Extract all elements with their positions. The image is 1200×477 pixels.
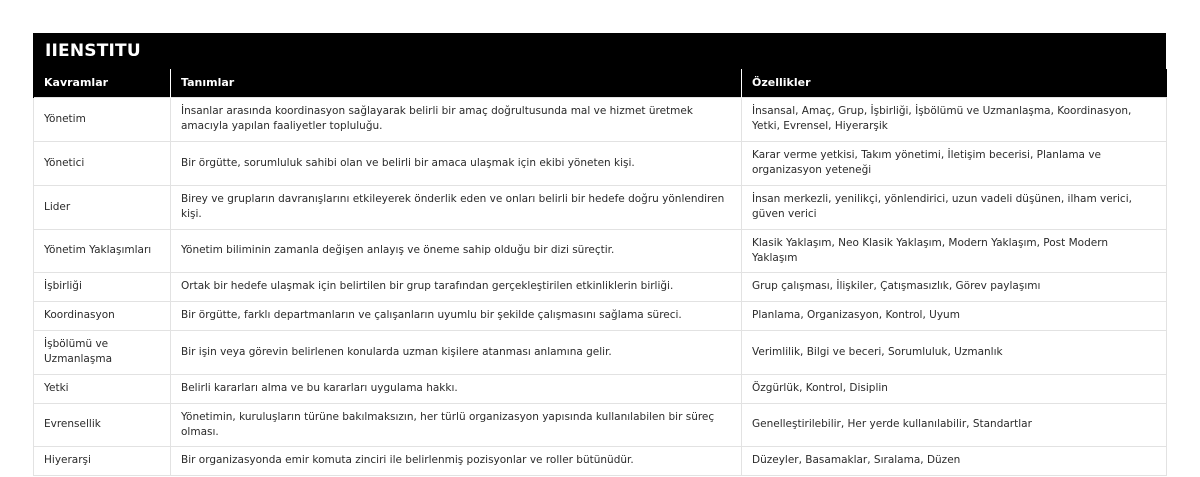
brand-title: IIENSTITU [45,41,141,61]
cell-features: Klasik Yaklaşım, Neo Klasik Yaklaşım, Modern Yaklaşım, Post Modern Yaklaşım [742,229,1167,272]
header-tanimlar: Tanımlar [171,69,742,97]
table-row [34,185,1167,229]
cell-definition: Bir işin veya görevin belirlenen konularda uzman kişilere atanması anlamına gelir. [171,330,742,374]
table-row [34,374,1167,403]
cell-definition: Bir örgütte, farklı departmanların ve çalışanların uyumlu bir şekilde çalışmasını sağlama süreci. [171,301,742,330]
cell-features: İnsansal, Amaç, Grup, İşbirliği, İşbölümü ve Uzmanlaşma, Koordinasyon, Yetki, Evrensel, Hiyerarşik [742,97,1167,141]
table-row [34,229,1167,272]
cell-features: Karar verme yetkisi, Takım yönetimi, İletişim becerisi, Planlama ve organizasyon yeteneği [742,141,1167,185]
cell-concept: Yönetim Yaklaşımları [34,229,171,272]
cell-concept: Hiyerarşi [34,446,171,475]
concepts-table-container [33,33,1166,476]
cell-definition: Bir örgütte, sorumluluk sahibi olan ve belirli bir amaca ulaşmak için ekibi yöneten kişi. [171,141,742,185]
cell-concept: Yetki [34,374,171,403]
cell-features: İnsan merkezli, yenilikçi, yönlendirici, uzun vadeli düşünen, ilham verici, güven verici [742,185,1167,229]
cell-definition: İnsanlar arasında koordinasyon sağlayarak belirli bir amaç doğrultusunda mal ve hizmet üretmek amacıyla yapılan faaliyetler topluluğu. [171,97,742,141]
table-row [34,272,1167,301]
cell-concept: Yönetim [34,97,171,141]
table-row [34,446,1167,475]
brand-bar [33,33,1166,69]
cell-features: Planlama, Organizasyon, Kontrol, Uyum [742,301,1167,330]
cell-definition: Ortak bir hedefe ulaşmak için belirtilen bir grup tarafından gerçekleştirilen etkinliklerin birliği. [171,272,742,301]
cell-concept: İşbölümü ve Uzmanlaşma [34,330,171,374]
cell-features: Özgürlük, Kontrol, Disiplin [742,374,1167,403]
cell-definition: Belirli kararları alma ve bu kararları uygulama hakkı. [171,374,742,403]
cell-concept: İşbirliği [34,272,171,301]
table-row [34,141,1167,185]
cell-concept: Koordinasyon [34,301,171,330]
header-row [34,69,1167,97]
header-ozellikler: Özellikler [742,69,1167,97]
cell-definition: Yönetim biliminin zamanla değişen anlayış ve öneme sahip olduğu bir dizi süreçtir. [171,229,742,272]
cell-concept: Yönetici [34,141,171,185]
table-body [34,97,1167,475]
cell-features: Düzeyler, Basamaklar, Sıralama, Düzen [742,446,1167,475]
cell-features: Grup çalışması, İlişkiler, Çatışmasızlık, Görev paylaşımı [742,272,1167,301]
table-row [34,403,1167,446]
cell-definition: Bir organizasyonda emir komuta zinciri ile belirlenmiş pozisyonlar ve roller bütünüdür. [171,446,742,475]
cell-definition: Yönetimin, kuruluşların türüne bakılmaksızın, her türlü organizasyon yapısında kullanılabilen bir süreç olması. [171,403,742,446]
cell-features: Genelleştirilebilir, Her yerde kullanılabilir, Standartlar [742,403,1167,446]
concepts-table [33,69,1167,476]
cell-definition: Birey ve grupların davranışlarını etkileyerek önderlik eden ve onları belirli bir hedefe doğru yönlendiren kişi. [171,185,742,229]
table-header [34,69,1167,97]
cell-concept: Evrensellik [34,403,171,446]
table-row [34,97,1167,141]
cell-concept: Lider [34,185,171,229]
table-row [34,301,1167,330]
table-row [34,330,1167,374]
header-kavramlar: Kavramlar [34,69,171,97]
cell-features: Verimlilik, Bilgi ve beceri, Sorumluluk, Uzmanlık [742,330,1167,374]
